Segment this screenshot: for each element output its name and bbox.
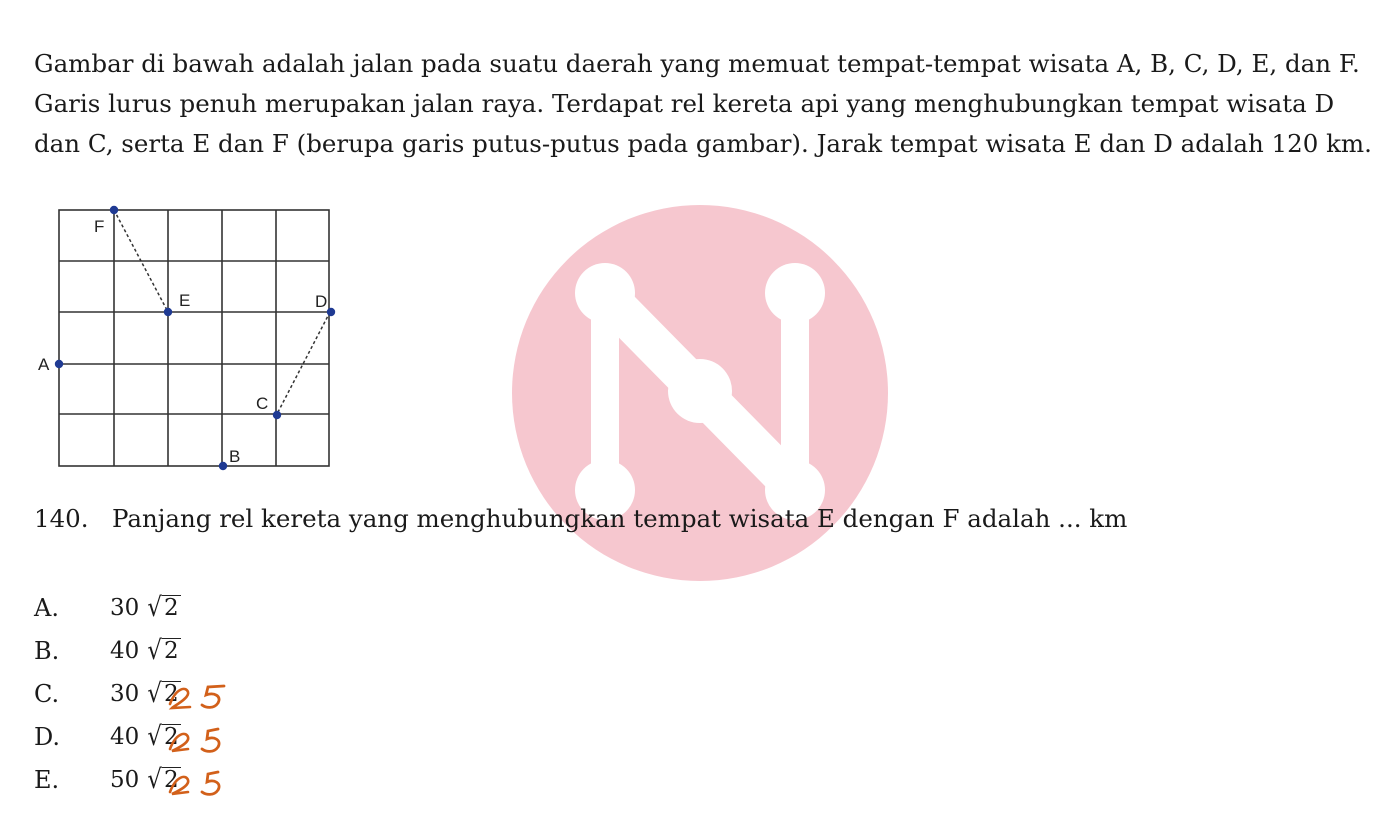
label-a: A	[38, 355, 50, 374]
option-b[interactable]	[34, 629, 181, 672]
radicand: 2	[163, 766, 179, 793]
option-coefficient: 50	[110, 766, 140, 793]
option-letter: B.	[34, 636, 60, 665]
question-text: Panjang rel kereta yang menghubungkan tempat wisata E dengan F adalah ... km	[112, 504, 1128, 533]
sqrt: √2	[147, 721, 179, 752]
option-c[interactable]	[34, 672, 181, 715]
radicand: 2	[163, 637, 179, 664]
radicand: 2	[163, 723, 179, 750]
sqrt: √2	[147, 764, 179, 795]
option-coefficient: 40	[110, 723, 140, 750]
option-letter: C.	[34, 679, 60, 708]
grid	[59, 210, 329, 466]
option-letter: E.	[34, 765, 60, 794]
point-a	[55, 360, 63, 368]
sqrt: √2	[147, 678, 179, 709]
handwritten-annotation	[166, 721, 226, 755]
option-letter: D.	[34, 722, 61, 751]
railway-d-c	[277, 312, 330, 414]
point-b	[219, 462, 227, 470]
label-f: F	[94, 217, 105, 236]
previous-text-cut	[0, 0, 1397, 10]
label-c: C	[256, 394, 269, 413]
radicand: 2	[163, 594, 179, 621]
point-f	[110, 206, 118, 214]
radicand: 2	[163, 680, 179, 707]
point-d	[327, 308, 335, 316]
option-letter: A.	[34, 593, 59, 622]
handwritten-annotation	[166, 678, 226, 712]
option-coefficient: 40	[110, 637, 140, 664]
question-number: 140.	[34, 504, 89, 533]
point-e	[164, 308, 172, 316]
problem-intro: Gambar di bawah adalah jalan pada suatu daerah yang memuat tempat-tempat wisata A, B, C, D, E, dan F. Garis lurus penuh merupakan jalan raya. Terdapat rel kereta api yang menghubungkan tempat wisata D dan C, serta E dan F (berupa garis putus-putus pada gambar). Jarak tempat wisata E dan D adalah 120 km.	[34, 49, 1372, 158]
question	[34, 499, 1127, 539]
handwritten-annotation	[166, 764, 226, 798]
label-d: D	[315, 292, 328, 311]
point-c	[273, 411, 281, 419]
label-b: B	[229, 447, 241, 466]
option-coefficient: 30	[110, 680, 140, 707]
answer-options	[34, 586, 181, 801]
option-e[interactable]	[34, 758, 181, 801]
svg-text:5: 5	[166, 764, 167, 765]
option-coefficient: 30	[110, 594, 140, 621]
map-diagram	[30, 200, 340, 480]
option-d[interactable]	[34, 715, 181, 758]
svg-text:5: 5	[166, 678, 167, 679]
sqrt: √2	[147, 592, 179, 623]
label-e: E	[179, 291, 191, 310]
svg-text:5: 5	[166, 721, 167, 722]
sqrt: √2	[147, 635, 179, 666]
option-a[interactable]	[34, 586, 181, 629]
